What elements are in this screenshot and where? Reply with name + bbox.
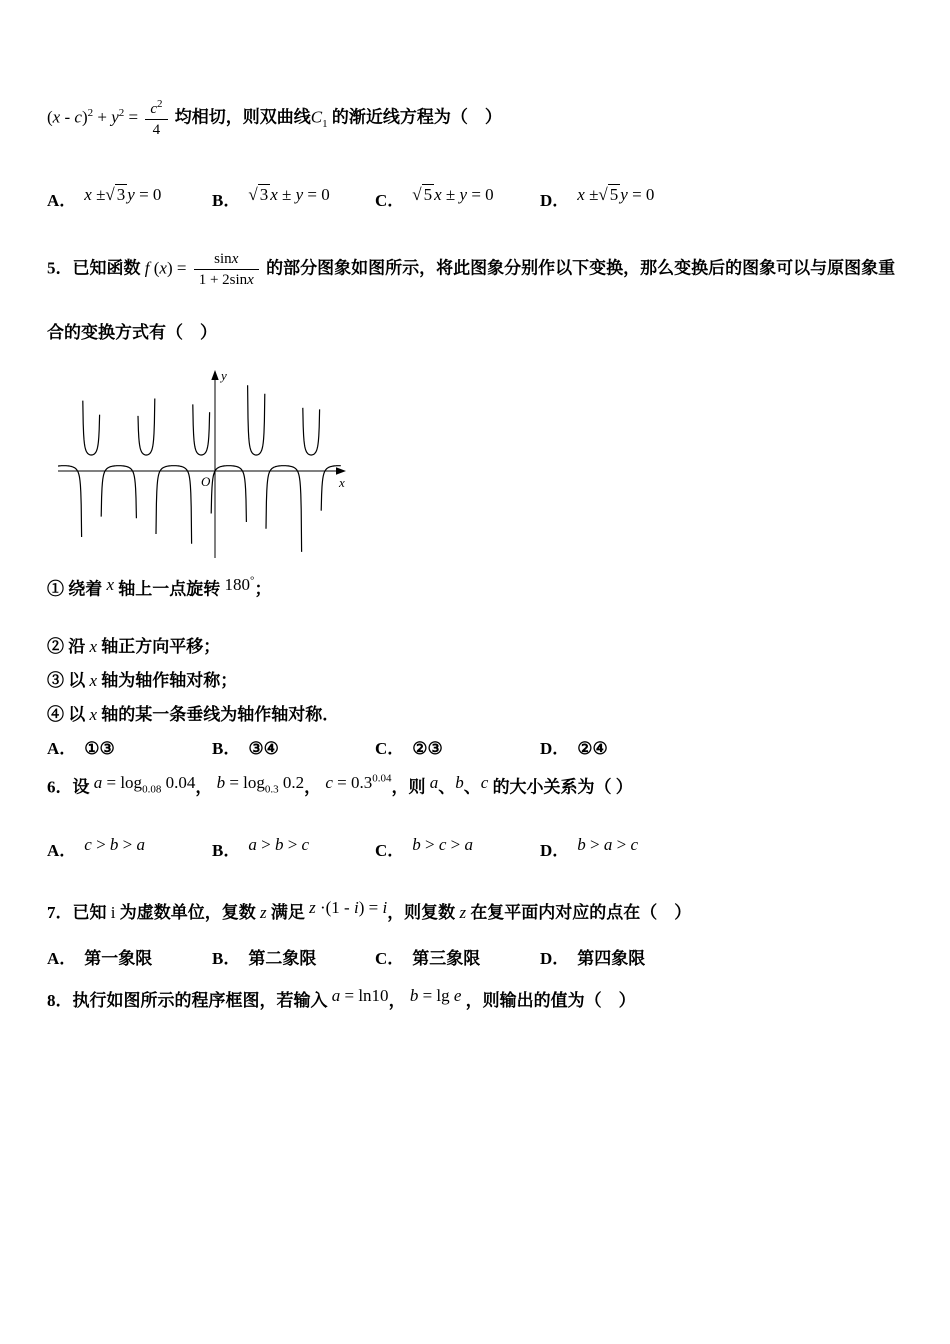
option-c-label: C． — [375, 841, 405, 860]
option-c — [375, 738, 540, 760]
option-d-text: 第四象限 — [577, 949, 646, 968]
option-d-label: D． — [540, 841, 570, 860]
option-a-label: A． — [47, 949, 77, 968]
option-a — [47, 738, 212, 760]
option-a — [47, 835, 212, 862]
function-plot — [58, 366, 358, 561]
x-axis-label: x — [339, 475, 345, 490]
origin-label: O — [201, 474, 211, 489]
option-b-label: B． — [212, 841, 241, 860]
option-b — [212, 835, 375, 862]
option-b-formula: a > b > c — [248, 835, 310, 854]
option-c — [375, 835, 540, 862]
question-5-stem-line2: 合的变换方式有（ ） — [47, 323, 217, 342]
option-c-label: C． — [375, 949, 405, 968]
question-7-options — [47, 948, 903, 970]
option-c-text: ②③ — [412, 739, 443, 758]
option-c — [375, 948, 540, 970]
option-b — [212, 185, 375, 212]
option-d-text: ②④ — [577, 739, 608, 758]
option-a-formula: x ±√ 3 y = 0 — [84, 185, 162, 204]
option-d — [540, 185, 903, 212]
option-b-text: 第二象限 — [248, 949, 317, 968]
x-axis-arrow — [336, 467, 346, 474]
option-d-formula: b > a > c — [577, 835, 639, 854]
question-6-options — [47, 835, 903, 862]
option-d-label: D． — [540, 739, 570, 758]
option-b — [212, 738, 375, 760]
option-b-label: B． — [212, 739, 241, 758]
option-b-label: B． — [212, 949, 241, 968]
option-a-label: A． — [47, 739, 77, 758]
question-4-stem-fragment: $(x - c)^2 + y^2$ = $\frac{c^2}{4}$ 均相切，则双曲线$C_1$ 的渐近线方程为（ ） — [47, 98, 502, 138]
question-6-stem: 6．设 $a = \log_{0.08} 0.04$， $b = \log_{0.3} 0.2$， $c = 0.3^{0.04}$，则 a、b、c 的大小关系为（ ） — [47, 772, 633, 797]
transform-3: ③ 以 x 轴为轴作轴对称； — [47, 671, 238, 690]
question-4-options — [47, 185, 903, 212]
option-c-formula: b > c > a — [412, 835, 474, 854]
option-c-text: 第三象限 — [412, 949, 481, 968]
option-d-formula: x ±√ 5 y = 0 — [577, 185, 655, 204]
option-a-text: 第一象限 — [84, 949, 153, 968]
option-a — [47, 185, 212, 212]
question-7-stem: 7．已知 i 为虚数单位，复数 z 满足 z ·(1 - i) = i，则复数 z 在复平面内对应的点在（ ） — [47, 898, 692, 922]
y-axis-label: y — [221, 368, 227, 383]
transform-4: ④ 以 x 轴的某一条垂线为轴作轴对称． — [47, 705, 340, 724]
option-a-label: A． — [47, 191, 77, 210]
option-b-formula: √ 3 x ± y = 0 — [248, 185, 330, 204]
option-a — [47, 948, 212, 970]
transform-1: ① 绕着 x 轴上一点旋转 180°； — [47, 574, 272, 599]
transform-2: ② 沿 x 轴正方向平移； — [47, 637, 221, 656]
function-graph-figure — [58, 366, 358, 567]
option-d-label: D． — [540, 191, 570, 210]
option-c-label: C． — [375, 739, 405, 758]
option-d — [540, 738, 903, 760]
question-5-stem-line1: 5．已知函数 f (x) = $\frac{\sin x}{1 + 2\sin x}$ 的部分图象如图所示，将此图象分别作以下变换，那么变换后的图象可以与原图象重 — [47, 251, 896, 288]
option-c-formula: √ 5 x ± y = 0 — [412, 185, 494, 204]
question-8-stem: 8．执行如图所示的程序框图，若输入 a = ln10， b = lg e ，则输出的值为（ ） — [47, 986, 636, 1010]
y-axis-arrow — [211, 370, 218, 380]
question-5-options — [47, 738, 903, 760]
option-b — [212, 948, 375, 970]
option-b-text: ③④ — [248, 739, 279, 758]
option-a-text: ①③ — [84, 739, 115, 758]
option-d — [540, 948, 903, 970]
function-curve — [58, 385, 341, 552]
option-d — [540, 835, 903, 862]
option-a-formula: c > b > a — [84, 835, 146, 854]
option-c-label: C． — [375, 191, 405, 210]
option-b-label: B． — [212, 191, 241, 210]
option-c — [375, 185, 540, 212]
option-d-label: D． — [540, 949, 570, 968]
option-a-label: A． — [47, 841, 77, 860]
